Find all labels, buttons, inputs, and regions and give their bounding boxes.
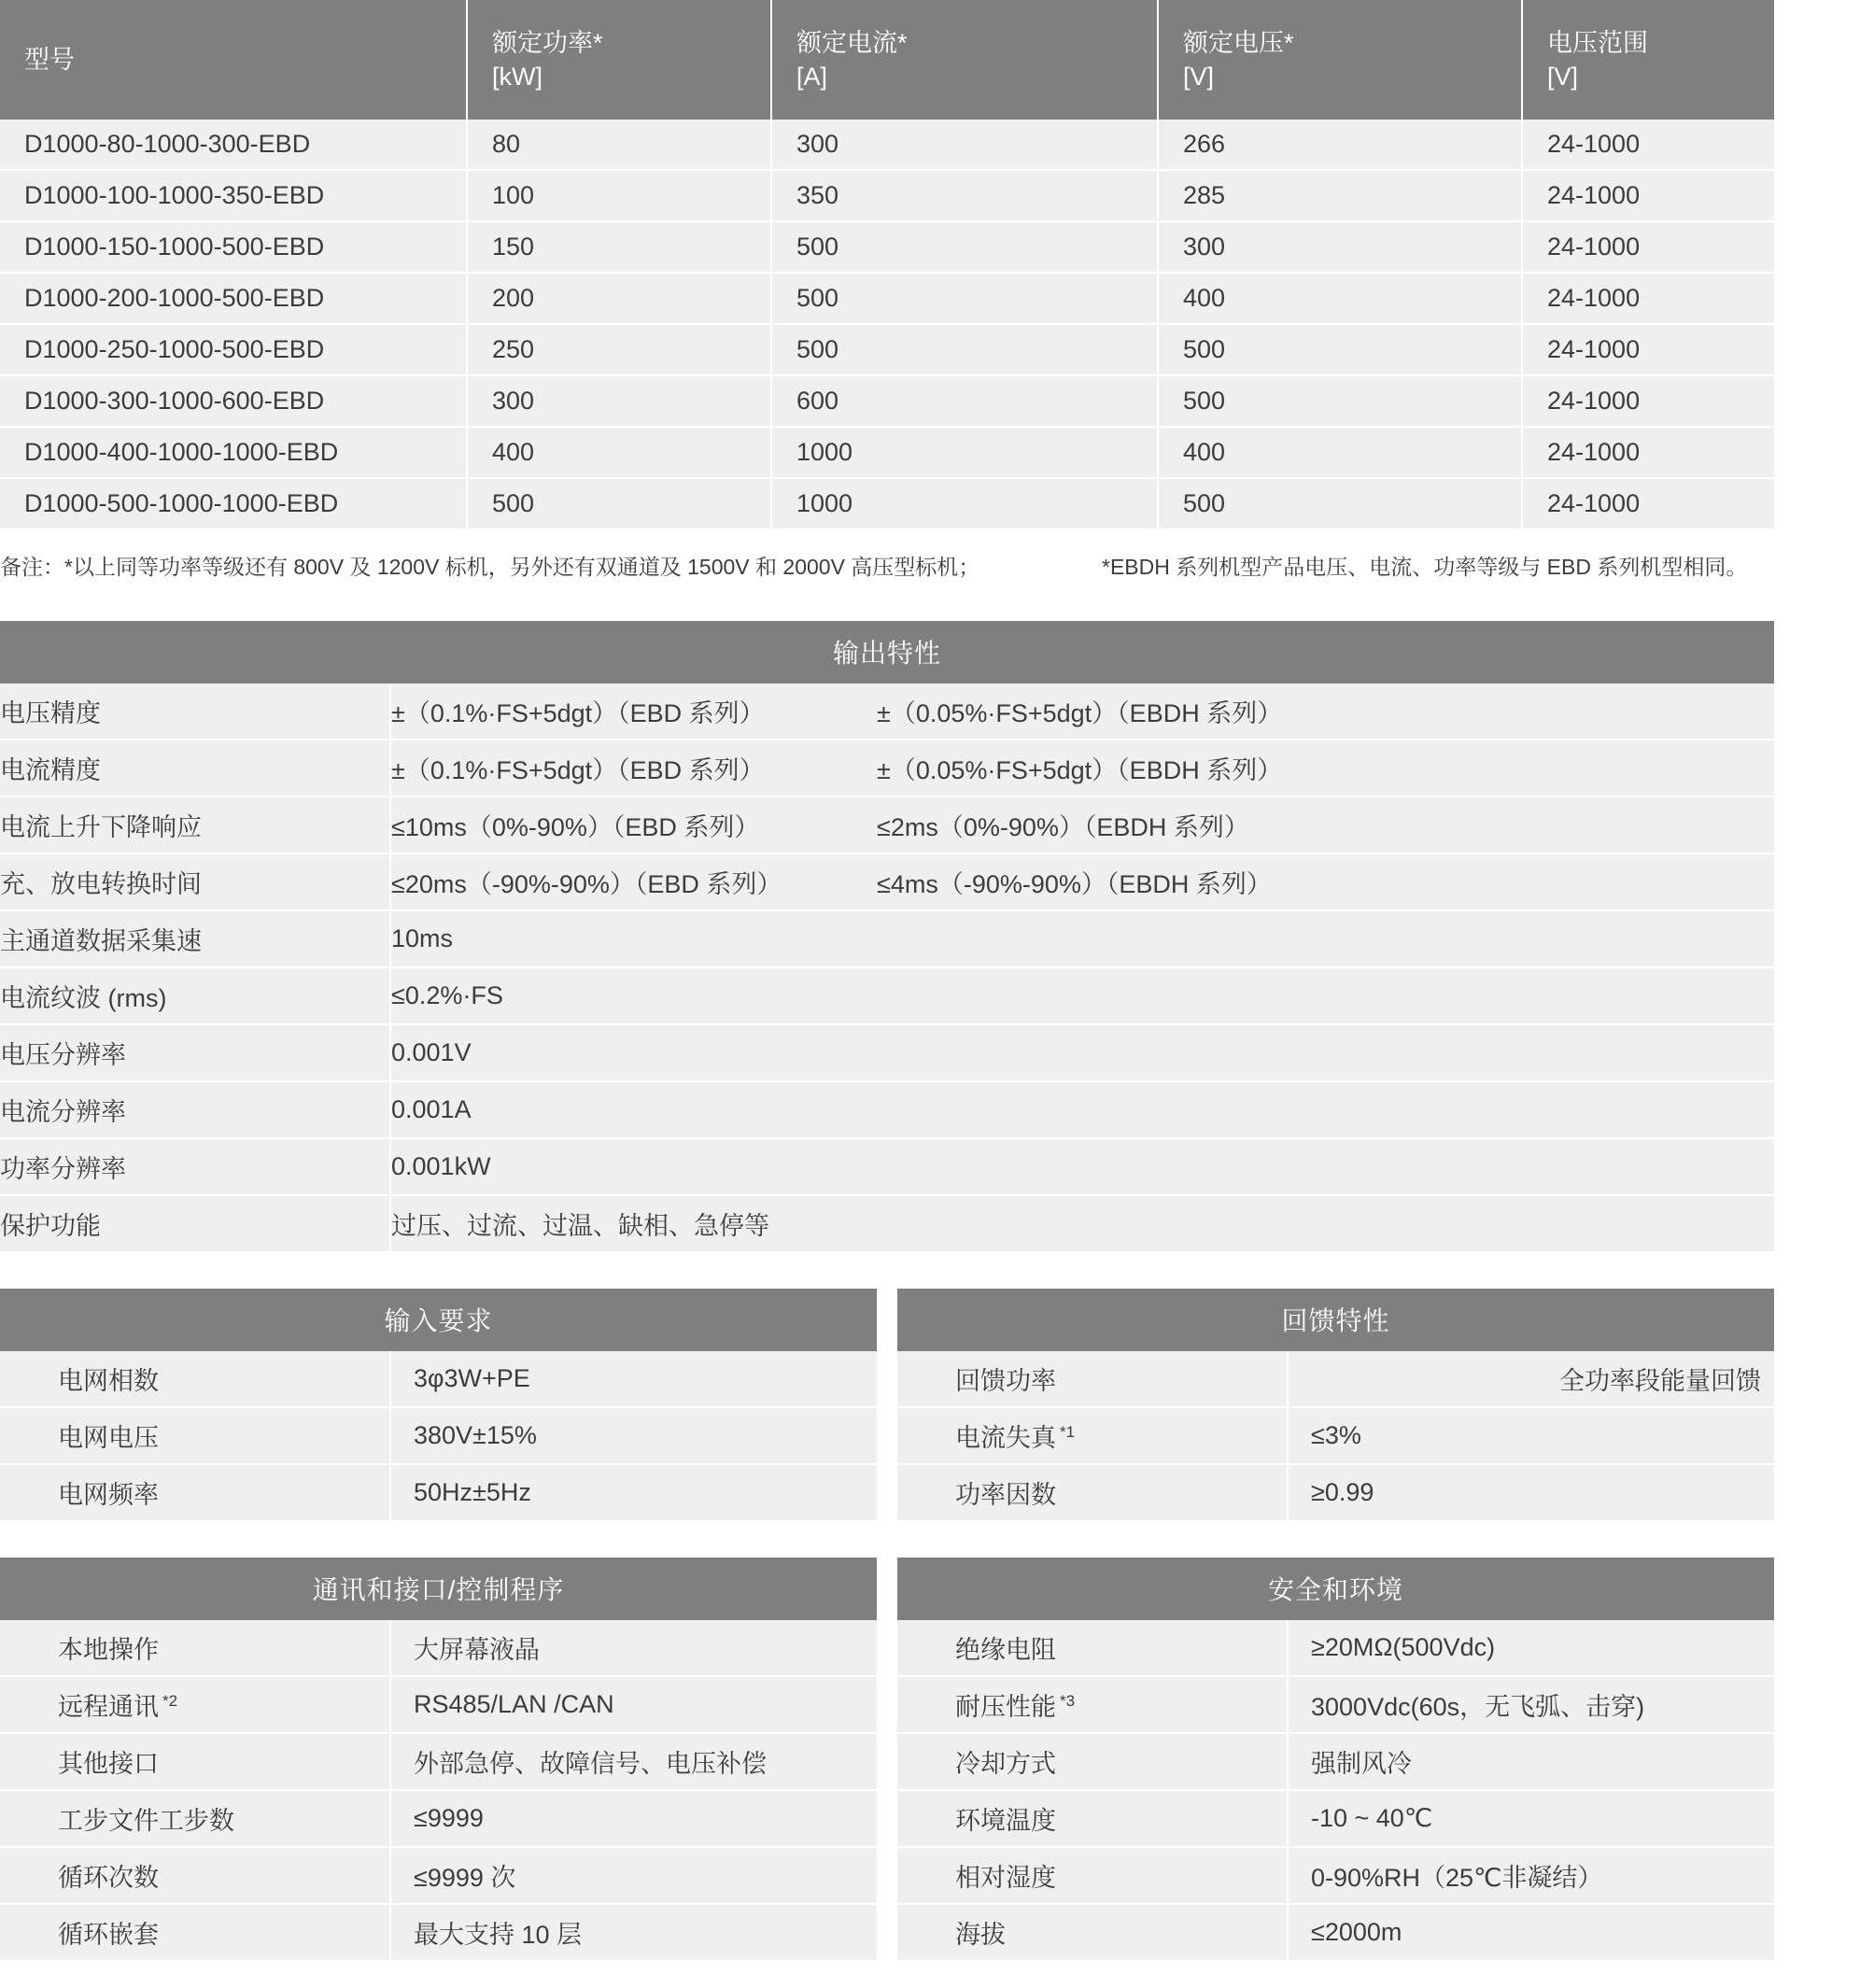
cell-voltage: 500 xyxy=(1158,324,1522,375)
col-header-voltage-range xyxy=(1522,0,1774,120)
table-row xyxy=(0,740,1774,797)
spec-key: 电流上升下降响应 xyxy=(0,797,390,853)
cell-power: 100 xyxy=(467,170,771,221)
spec-key: 电网频率 xyxy=(0,1464,390,1520)
cell-power: 80 xyxy=(467,120,771,170)
footnote-left: 备注：*以上同等功率等级还有 800V 及 1200V 标机，另外还有双通道及 1500V 和 2000V 高压型标机； xyxy=(0,555,980,579)
col-header-rated-power-unit: [kW] xyxy=(492,63,542,91)
cell-voltage: 300 xyxy=(1158,221,1522,273)
cell-power: 150 xyxy=(467,221,771,273)
cell-current: 300 xyxy=(771,120,1158,170)
spec-value: ≥0.99 xyxy=(1288,1464,1774,1520)
cell-voltage-range: 24-1000 xyxy=(1522,170,1774,221)
cell-voltage-range: 24-1000 xyxy=(1522,324,1774,375)
col-header-voltage-range-unit: [V] xyxy=(1547,63,1579,91)
spec-key xyxy=(0,1847,390,1904)
spec-key-label: 工步文件工步数 xyxy=(58,1806,234,1835)
col-header-rated-voltage xyxy=(1158,0,1522,120)
safety-spec-table xyxy=(897,1620,1774,1960)
spec-key xyxy=(897,1676,1288,1733)
cell-voltage: 285 xyxy=(1158,170,1522,221)
spec-key xyxy=(897,1790,1288,1847)
footnote-row xyxy=(0,551,1874,584)
table-row xyxy=(0,1081,1774,1138)
cell-model: D1000-300-1000-600-EBD xyxy=(0,375,467,427)
spec-key-label: 循环次数 xyxy=(58,1863,159,1892)
spec-value: 0.001kW xyxy=(390,1138,1774,1195)
spec-value-primary: ≤10ms（0%-90%）（EBD 系列） xyxy=(391,812,760,841)
spec-value-primary: ±（0.1%·FS+5dgt）（EBD 系列） xyxy=(391,698,765,727)
table-row xyxy=(0,120,1774,170)
table-row xyxy=(0,1733,877,1790)
cell-current: 350 xyxy=(771,170,1158,221)
spec-key: 功率分辨率 xyxy=(0,1138,390,1195)
spec-key-label: 其他接口 xyxy=(58,1749,159,1778)
spec-key: 电流纹波 (rms) xyxy=(0,967,390,1024)
table-row xyxy=(0,1847,877,1904)
spec-value xyxy=(390,797,1774,853)
table-row xyxy=(0,170,1774,221)
cell-power: 400 xyxy=(467,427,771,478)
cell-model: D1000-500-1000-1000-EBD xyxy=(0,478,467,529)
cell-current: 500 xyxy=(771,324,1158,375)
table-row xyxy=(0,375,1774,427)
output-spec-table xyxy=(0,684,1774,1251)
spec-value-secondary: ±（0.05%·FS+5dgt）（EBDH 系列） xyxy=(877,755,1283,784)
table-row xyxy=(897,1464,1774,1520)
table-row xyxy=(897,1407,1774,1464)
spec-key xyxy=(0,1676,390,1733)
table-row xyxy=(0,221,1774,273)
spec-value-secondary: ≤4ms（-90%-90%）（EBDH 系列） xyxy=(877,869,1272,898)
spec-value: 大屏幕液晶 xyxy=(390,1620,877,1676)
spec-value: 强制风冷 xyxy=(1288,1733,1774,1790)
spec-key: 电压精度 xyxy=(0,684,390,740)
spec-key xyxy=(897,1351,1288,1407)
table-row xyxy=(0,1464,877,1520)
spec-value: 0.001V xyxy=(390,1024,1774,1081)
spec-key: 充、放电转换时间 xyxy=(0,853,390,910)
col-header-rated-power-line1: 额定功率* xyxy=(492,28,603,57)
spec-key-label: 电流失真 xyxy=(955,1423,1056,1452)
table-row xyxy=(0,910,1774,967)
spec-key-footnote: *2 xyxy=(162,1691,178,1710)
spec-value: -10 ~ 40℃ xyxy=(1288,1790,1774,1847)
cell-model: D1000-150-1000-500-EBD xyxy=(0,221,467,273)
section-title-feedback: 回馈特性 xyxy=(897,1289,1774,1351)
spec-value: 3000Vdc(60s，无飞弧、击穿) xyxy=(1288,1676,1774,1733)
col-header-rated-current xyxy=(771,0,1158,120)
spec-key-label: 本地操作 xyxy=(58,1635,159,1664)
spec-key: 电压分辨率 xyxy=(0,1024,390,1081)
spec-key-label: 冷却方式 xyxy=(955,1749,1056,1778)
cell-voltage-range: 24-1000 xyxy=(1522,221,1774,273)
cell-model: D1000-400-1000-1000-EBD xyxy=(0,427,467,478)
table-row xyxy=(897,1733,1774,1790)
cell-voltage-range: 24-1000 xyxy=(1522,375,1774,427)
table-row xyxy=(0,1904,877,1960)
footnote-right: *EBDH 系列机型产品电压、电流、功率等级与 EBD 系列机型相同。 xyxy=(1102,555,1748,579)
spec-key xyxy=(0,1904,390,1960)
col-header-rated-current-line1: 额定电流* xyxy=(796,28,908,57)
cell-voltage-range: 24-1000 xyxy=(1522,273,1774,324)
section-title-output: 输出特性 xyxy=(0,621,1774,684)
table-row xyxy=(0,273,1774,324)
spec-value-primary: ≤20ms（-90%-90%）（EBD 系列） xyxy=(391,869,782,898)
spec-value: 50Hz±5Hz xyxy=(390,1464,877,1520)
table-row xyxy=(0,1351,877,1407)
row-comm-safety xyxy=(0,1558,1774,1960)
spec-key: 电流分辨率 xyxy=(0,1081,390,1138)
table-row xyxy=(0,967,1774,1024)
table-row xyxy=(0,427,1774,478)
cell-voltage: 266 xyxy=(1158,120,1522,170)
feedback-spec-table xyxy=(897,1351,1774,1520)
table-row xyxy=(0,1620,877,1676)
spec-value: 外部急停、故障信号、电压补偿 xyxy=(390,1733,877,1790)
cell-model: D1000-200-1000-500-EBD xyxy=(0,273,467,324)
spec-key xyxy=(0,1620,390,1676)
spec-key-label: 相对湿度 xyxy=(955,1863,1056,1892)
section-safety-environment xyxy=(897,1558,1774,1960)
spec-value: 过压、过流、过温、缺相、急停等 xyxy=(390,1195,1774,1251)
spec-value: RS485/LAN /CAN xyxy=(390,1676,877,1733)
col-header-voltage-range-line1: 电压范围 xyxy=(1547,28,1648,57)
table-row xyxy=(897,1847,1774,1904)
spec-value-primary: ±（0.1%·FS+5dgt）（EBD 系列） xyxy=(391,755,765,784)
spec-key xyxy=(897,1464,1288,1520)
spec-key xyxy=(0,1733,390,1790)
cell-voltage-range: 24-1000 xyxy=(1522,427,1774,478)
section-title-input: 输入要求 xyxy=(0,1289,877,1351)
table-row xyxy=(0,797,1774,853)
spec-value: 全功率段能量回馈 xyxy=(1288,1351,1774,1407)
table-row xyxy=(0,1407,877,1464)
table-row xyxy=(0,684,1774,740)
col-header-model-line1: 型号 xyxy=(24,45,75,74)
spec-key xyxy=(897,1904,1288,1960)
spec-key xyxy=(0,1790,390,1847)
table-row xyxy=(897,1351,1774,1407)
spec-value-secondary: ≤2ms（0%-90%）（EBDH 系列） xyxy=(877,812,1249,841)
col-header-model xyxy=(0,0,467,120)
cell-voltage-range: 24-1000 xyxy=(1522,478,1774,529)
spec-key-label: 回馈功率 xyxy=(955,1366,1056,1395)
spec-value: 0.001A xyxy=(390,1081,1774,1138)
spec-key xyxy=(897,1847,1288,1904)
col-header-rated-voltage-unit: [V] xyxy=(1183,63,1215,91)
section-title-communication: 通讯和接口/控制程序 xyxy=(0,1558,877,1620)
spec-value: 3φ3W+PE xyxy=(390,1351,877,1407)
col-header-rated-current-unit: [A] xyxy=(796,63,828,91)
cell-current: 1000 xyxy=(771,427,1158,478)
table-row xyxy=(897,1676,1774,1733)
spec-key xyxy=(897,1407,1288,1464)
table-row xyxy=(897,1790,1774,1847)
cell-model: D1000-100-1000-350-EBD xyxy=(0,170,467,221)
spec-value: 10ms xyxy=(390,910,1774,967)
spec-key-label: 循环嵌套 xyxy=(58,1920,159,1949)
spec-key: 电网电压 xyxy=(0,1407,390,1464)
section-feedback-characteristics xyxy=(897,1289,1774,1520)
cell-power: 500 xyxy=(467,478,771,529)
cell-power: 300 xyxy=(467,375,771,427)
cell-voltage: 400 xyxy=(1158,273,1522,324)
spec-key-label: 远程通讯 xyxy=(58,1692,159,1721)
spec-value: 380V±15% xyxy=(390,1407,877,1464)
spec-value xyxy=(390,740,1774,797)
spec-key-label: 绝缘电阻 xyxy=(955,1635,1056,1664)
cell-voltage-range: 24-1000 xyxy=(1522,120,1774,170)
table-row xyxy=(0,1195,1774,1251)
spec-key: 电流精度 xyxy=(0,740,390,797)
spec-key-label: 海拔 xyxy=(955,1920,1006,1949)
table-row xyxy=(0,1676,877,1733)
cell-model: D1000-250-1000-500-EBD xyxy=(0,324,467,375)
spec-key xyxy=(897,1733,1288,1790)
spec-value: ≤0.2%·FS xyxy=(390,967,1774,1024)
section-output-characteristics xyxy=(0,621,1774,1251)
table-header-row xyxy=(0,0,1774,120)
table-row xyxy=(0,1790,877,1847)
spec-value: ≤9999 xyxy=(390,1790,877,1847)
section-input-requirements xyxy=(0,1289,877,1520)
table-row xyxy=(897,1904,1774,1960)
spec-key-label: 环境温度 xyxy=(955,1806,1056,1835)
spec-key: 电网相数 xyxy=(0,1351,390,1407)
spec-value: ≤9999 次 xyxy=(390,1847,877,1904)
cell-current: 500 xyxy=(771,221,1158,273)
table-row xyxy=(0,853,1774,910)
cell-voltage: 500 xyxy=(1158,478,1522,529)
table-row xyxy=(897,1620,1774,1676)
spec-key-label: 功率因数 xyxy=(955,1480,1056,1509)
cell-current: 600 xyxy=(771,375,1158,427)
table-row xyxy=(0,1138,1774,1195)
table-row xyxy=(0,324,1774,375)
spec-value xyxy=(390,853,1774,910)
cell-voltage: 500 xyxy=(1158,375,1522,427)
cell-current: 1000 xyxy=(771,478,1158,529)
spec-key-footnote: *1 xyxy=(1060,1422,1076,1441)
row-input-feedback xyxy=(0,1289,1774,1520)
cell-model: D1000-80-1000-300-EBD xyxy=(0,120,467,170)
spec-value: ≤3% xyxy=(1288,1407,1774,1464)
spec-value xyxy=(390,684,1774,740)
spec-value: 0-90%RH（25℃非凝结） xyxy=(1288,1847,1774,1904)
spec-key: 主通道数据采集速 xyxy=(0,910,390,967)
spec-value: ≤2000m xyxy=(1288,1904,1774,1960)
spec-key-label: 耐压性能 xyxy=(955,1692,1056,1721)
section-title-safety: 安全和环境 xyxy=(897,1558,1774,1620)
col-header-rated-power xyxy=(467,0,771,120)
cell-power: 200 xyxy=(467,273,771,324)
table-row xyxy=(0,478,1774,529)
cell-current: 500 xyxy=(771,273,1158,324)
spec-value: ≥20MΩ(500Vdc) xyxy=(1288,1620,1774,1676)
table-row xyxy=(0,1024,1774,1081)
cell-voltage: 400 xyxy=(1158,427,1522,478)
section-communication-interface xyxy=(0,1558,877,1960)
communication-spec-table xyxy=(0,1620,877,1960)
spec-key: 保护功能 xyxy=(0,1195,390,1251)
spec-key xyxy=(897,1620,1288,1676)
spec-value-secondary: ±（0.05%·FS+5dgt）（EBDH 系列） xyxy=(877,698,1283,727)
cell-power: 250 xyxy=(467,324,771,375)
spec-value: 最大支持 10 层 xyxy=(390,1904,877,1960)
input-spec-table xyxy=(0,1351,877,1520)
spec-key-footnote: *3 xyxy=(1060,1691,1076,1710)
col-header-rated-voltage-line1: 额定电压* xyxy=(1183,28,1294,57)
model-spec-table xyxy=(0,0,1774,529)
